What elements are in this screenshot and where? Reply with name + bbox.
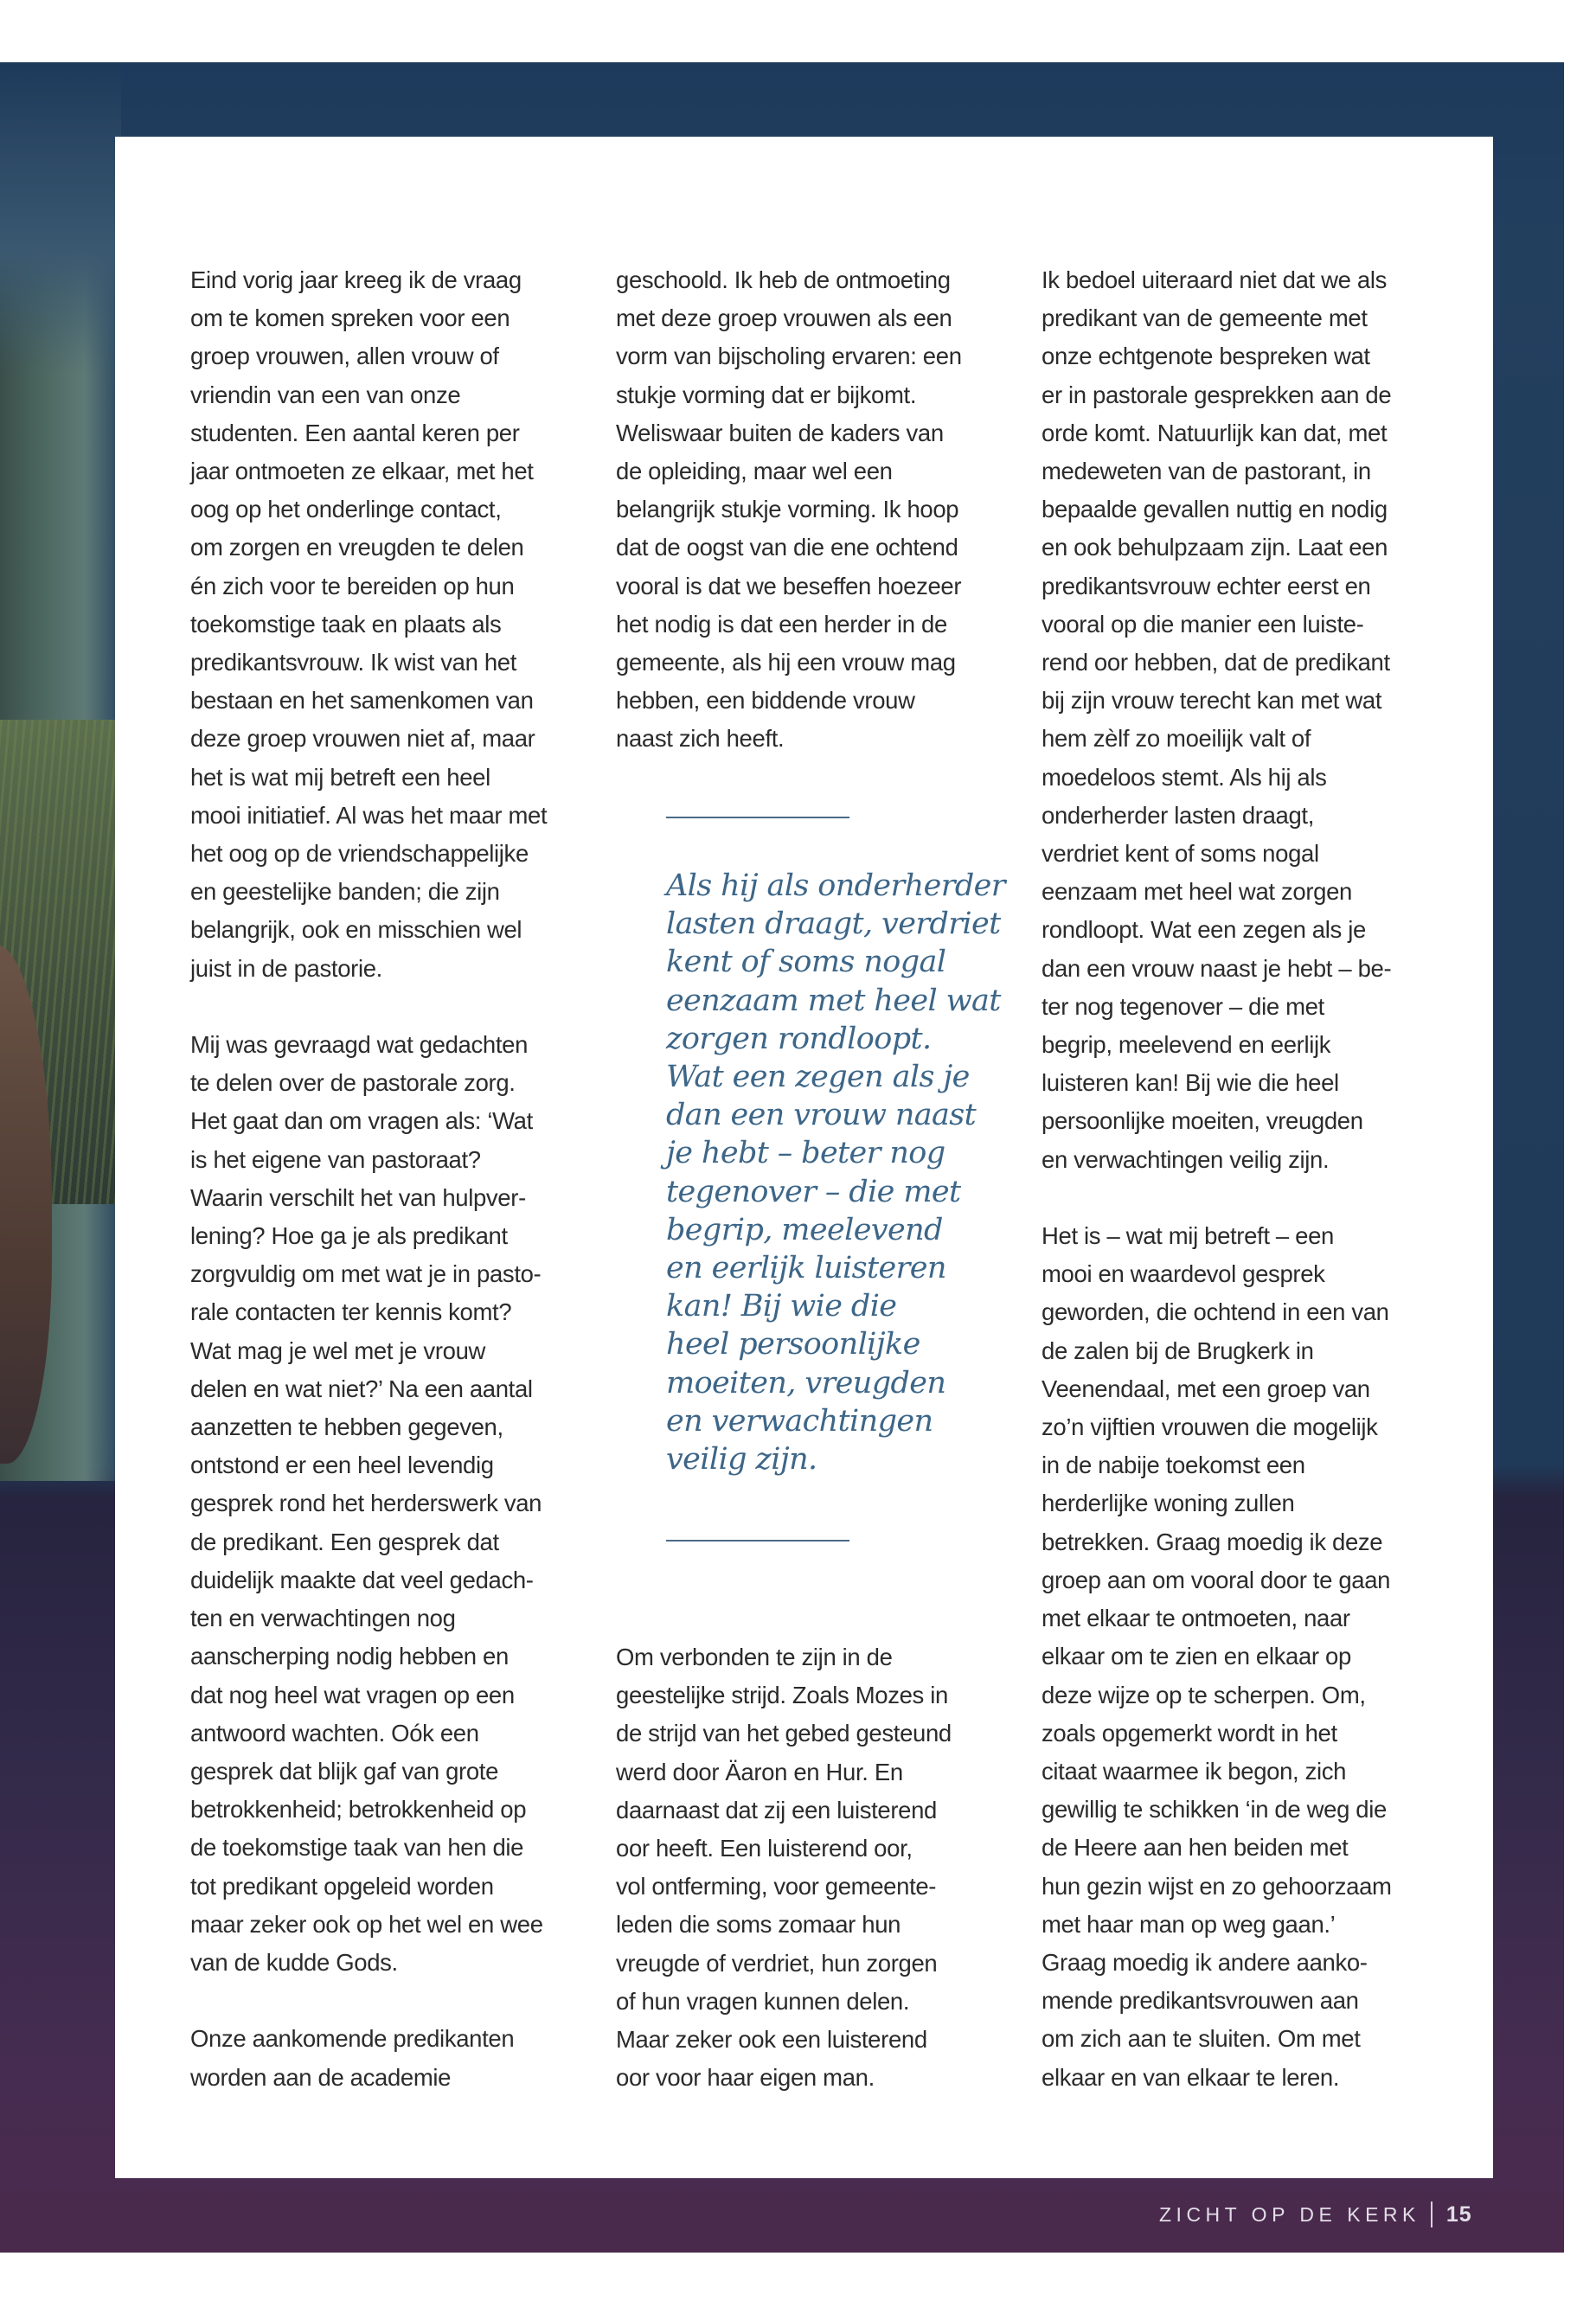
paragraph: geschoold. Ik heb de ontmoeting met deze groep vrouwen als een vorm van bijscholing ervaren: een stukje vorming dat er bijkomt. Weliswaar buiten de kaders van de opleiding, maar wel een belangrijk stukje vorming. Ik hoop dat de oogst van die ene ochtend vooral is dat we beseffen hoezeer het nodig is dat een herder in de gemeente, als hij een vrouw mag hebben, een biddende vrouw naast zich heeft. [616, 266, 962, 753]
quote-rule-top [666, 817, 849, 818]
paragraph: Het is – wat mij betreft – een mooi en waardevol gesprek geworden, die ochtend in een van de zalen bij de Brugkerk in Veenendaal, met een groep van zo’n vijftien vrouwen die mogelijk in de nabije toekomst een herderlijke woning zullen betrekken. Graag moedig ik deze groep aan om vooral door te gaan met elkaar te ontmoeten, naar elkaar om te zien en elkaar op deze wijze op te scherpen. Om, zoals opgemerkt wordt in het citaat waarmee ik begon, zich gewillig te schikken ‘in de weg die de Heere aan hen beiden met hun gezin wijst en zo gehoorzaam met haar man op weg gaan.’ Graag moedig ik andere aanko- mende predikantsvrouwen aan om zich aan te sluiten. Om met elkaar en van elkaar te leren. [1042, 1222, 1392, 2091]
paragraph: Ik bedoel uiteraard niet dat we als predikant van de gemeente met onze echtgenote bespreken wat er in pastorale gesprekken aan de orde komt. Natuurlijk kan dat, met medeweten van de pastorant, in bepaalde gevallen nuttig en nodig en ook behulpzaam zijn. Laat een predikantsvrouw echter eerst en vooral op die manier een luiste- rend oor hebben, dat de predikant bij zijn vrouw terecht kan met wat hem zèlf zo moeilijk valt of moedeloos stemt. Als hij als onderherder lasten draagt, verdriet kent of soms nogal eenzaam met heel wat zorgen rondloopt. Wat een zegen als je dan een vrouw naast je hebt – be- ter nog tegenover – die met begrip, meelevend en eerlijk luisteren kan! Bij wie die heel persoonlijke moeiten, vreugden en verwachtingen veilig zijn. [1042, 266, 1392, 1173]
magazine-title: ZICHT OP DE KERK [1159, 2202, 1420, 2226]
quote-rule-bottom [666, 1540, 849, 1541]
page-number: 15 [1445, 2202, 1472, 2227]
text-column-2-bottom [616, 1638, 997, 2097]
paragraph: Eind vorig jaar kreeg ik de vraag om te komen spreken voor een groep vrouwen, allen vrouw of vriendin van een van onze studenten. Een aantal keren per jaar ontmoeten ze elkaar, met het oog op het onderlinge contact, om zorgen en vreugden te delen én zich voor te bereiden op hun toekomstige taak en plaats als predikantsvrouw. Ik wist van het bestaan en het samenkomen van deze groep vrouwen niet af, maar het is wat mij betreft een heel mooi initiatief. Al was het maar met het oog op de vriendschappelijke en geestelijke banden; die zijn belangrijk, ook en misschien wel juist in de pastorie. [190, 266, 548, 982]
text-column-3 [1042, 261, 1422, 2097]
footer-divider [1431, 2202, 1433, 2227]
page-footer [1159, 2195, 1472, 2234]
paragraph: Om verbonden te zijn in de geestelijke strijd. Zoals Mozes in de strijd van het gebed gesteund werd door Äaron en Hur. En daarnaast dat zij een luisterend oor heeft. Een luisterend oor, vol ontferming, voor gemeente- leden die soms zomaar hun vreugde of verdriet, hun zorgen of hun vragen kunnen delen. Maar zeker ook een luisterend oor voor haar eigen man. [616, 1644, 952, 2092]
pull-quote: Als hij als onderherder lasten draagt, verdriet kent of soms nogal eenzaam met heel wat zorgen rondloopt. Wat een zegen als je dan een vrouw naast je hebt – beter nog tegenover – die met begrip, meelevend en eerlijk luisteren kan! Bij wie die heel persoonlijke moeiten, vreugden en verwachtingen veilig zijn. [666, 868, 1005, 1477]
text-column-1 [190, 261, 571, 2097]
paragraph: Mij was gevraagd wat gedachten te delen over de pastorale zorg. Het gaat dan om vragen als: ‘Wat is het eigene van pastoraat? Waarin verschilt het van hulpver- lening? Hoe ga je als predikant zorgvuldig om met wat je in pasto- rale contacten ter kennis komt? Wat mag je wel met je vrouw delen en wat niet?’ Na een aantal aanzetten te hebben gegeven, ontstond er een heel levendig gesprek rond het herderswerk van de predikant. Een gesprek dat duidelijk maakte dat veel gedach- ten en verwachtingen nog aanscherping nodig hebben en dat nog heel wat vragen op een antwoord wachten. Oók een gesprek dat blijk gaf van grote betrokkenheid; betrokkenheid op de toekomstige taak van hen die tot predikant opgeleid worden maar zeker ook op het wel en wee van de kudde Gods. [190, 1031, 543, 1976]
text-column-2-top [616, 261, 997, 759]
paragraph: Onze aankomende predikanten worden aan de academie [190, 2025, 515, 2091]
photo-sky [0, 62, 121, 374]
